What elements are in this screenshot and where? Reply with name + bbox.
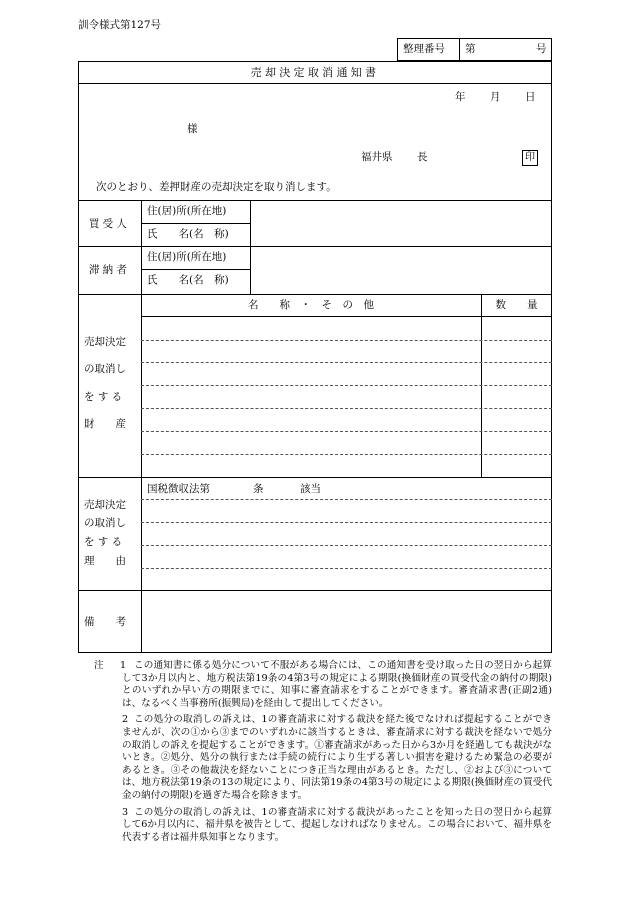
sender-organization: 福井県 — [361, 151, 393, 163]
property-label-line-1: 売却決定 — [84, 336, 126, 348]
buyer-name-label: 氏 名(名 称) — [147, 228, 229, 240]
property-name-column-header: 名 称 ・ そ の 他 — [248, 299, 374, 311]
reason-label-line-1: 売却決定 — [84, 499, 126, 511]
note-number: 3 — [122, 806, 129, 818]
seal-mark: 印 — [522, 150, 538, 166]
date-year: 年 — [455, 91, 466, 103]
buyer-label: 買受人 — [89, 218, 130, 230]
document-title: 売却決定取消通知書 — [250, 66, 380, 79]
note-text: この通知書に係る処分について不服がある場合には、この通知書を受け取った日の翌日から起算して3か月以内と、地方税法第19条の4第3号の規定による期限(換価財産の買受代金の納付の期限)とのいずれか早い方の期限までに、知事に審査請求をすることができます。審査請求書(正副2通)は、なるべく当事務所(振興局)を経由して提出してください。 — [122, 660, 552, 709]
date-month: 月 — [490, 91, 501, 103]
note-item — [82, 807, 552, 845]
reason-law-prefix: 国税徴収法第 — [147, 483, 210, 495]
reason-label-line-2: の取消し — [84, 517, 126, 529]
notes-label: 注 — [94, 660, 104, 671]
reference-number-suffix: 号 — [536, 43, 547, 55]
reference-number-prefix: 第 — [465, 43, 476, 55]
reference-number-label: 整理番号 — [403, 43, 445, 55]
reason-law-applicable: 該当 — [300, 483, 321, 495]
reason-label-line-4: 理 由 — [84, 555, 126, 567]
note-text: この処分の取消しの訴えは、1の審査請求に対する裁決があったことを知った日の翌日から起算して6か月以内に、福井県を被告として、提起しなければなりません。この場合において、福井県を代表する者は福井県知事となります。 — [122, 806, 552, 843]
property-label-line-3: を す る — [84, 391, 123, 403]
buyer-address-label: 住(居)所(所在地) — [147, 205, 227, 217]
property-label-line-2: の取消し — [84, 363, 126, 375]
reason-label-line-3: を す る — [84, 536, 123, 548]
sender-role: 長 — [417, 151, 428, 163]
delinquent-name-label: 氏 名(名 称) — [147, 274, 229, 286]
remarks-label: 備 考 — [84, 616, 126, 628]
note-item — [82, 660, 552, 710]
form-number: 訓令様式第127号 — [78, 19, 162, 31]
notes-section — [82, 660, 552, 846]
delinquent-address-label: 住(居)所(所在地) — [147, 251, 227, 263]
delinquent-label: 滞納者 — [89, 264, 130, 276]
recipient-suffix: 様 — [187, 123, 198, 135]
note-item — [82, 714, 552, 802]
property-quantity-column-header: 数 量 — [495, 299, 538, 311]
date-day: 日 — [525, 91, 536, 103]
property-label-line-4: 財 産 — [84, 418, 126, 430]
intro-text: 次のとおり、差押財産の売却決定を取り消します。 — [96, 181, 337, 193]
reason-law-article: 条 — [253, 483, 264, 495]
note-number: 1 — [120, 660, 127, 671]
note-text: この処分の取消しの訴えは、1の審査請求に対する裁決を経た後でなければ提起することができませんが、次の①から③までのいずれかに該当するときは、審査請求に対する裁決を経ないで処分の取消しの訴えを提起することができます。①審査請求があった日から3か月を経過しても裁決がないとき。②処分、処分の執行または手続の続行により生ずる著しい損害を避けるため緊急の必要があるとき。③その他裁決を経ないことにつき正当な理由があるとき。ただし、②および③については、地方税法第19条の13の規定により、同法第19条の4第3号の規定による期限(換価財産の買受代金の納付の期限)を過ぎた場合を除きます。 — [122, 714, 552, 801]
note-number: 2 — [122, 714, 129, 726]
